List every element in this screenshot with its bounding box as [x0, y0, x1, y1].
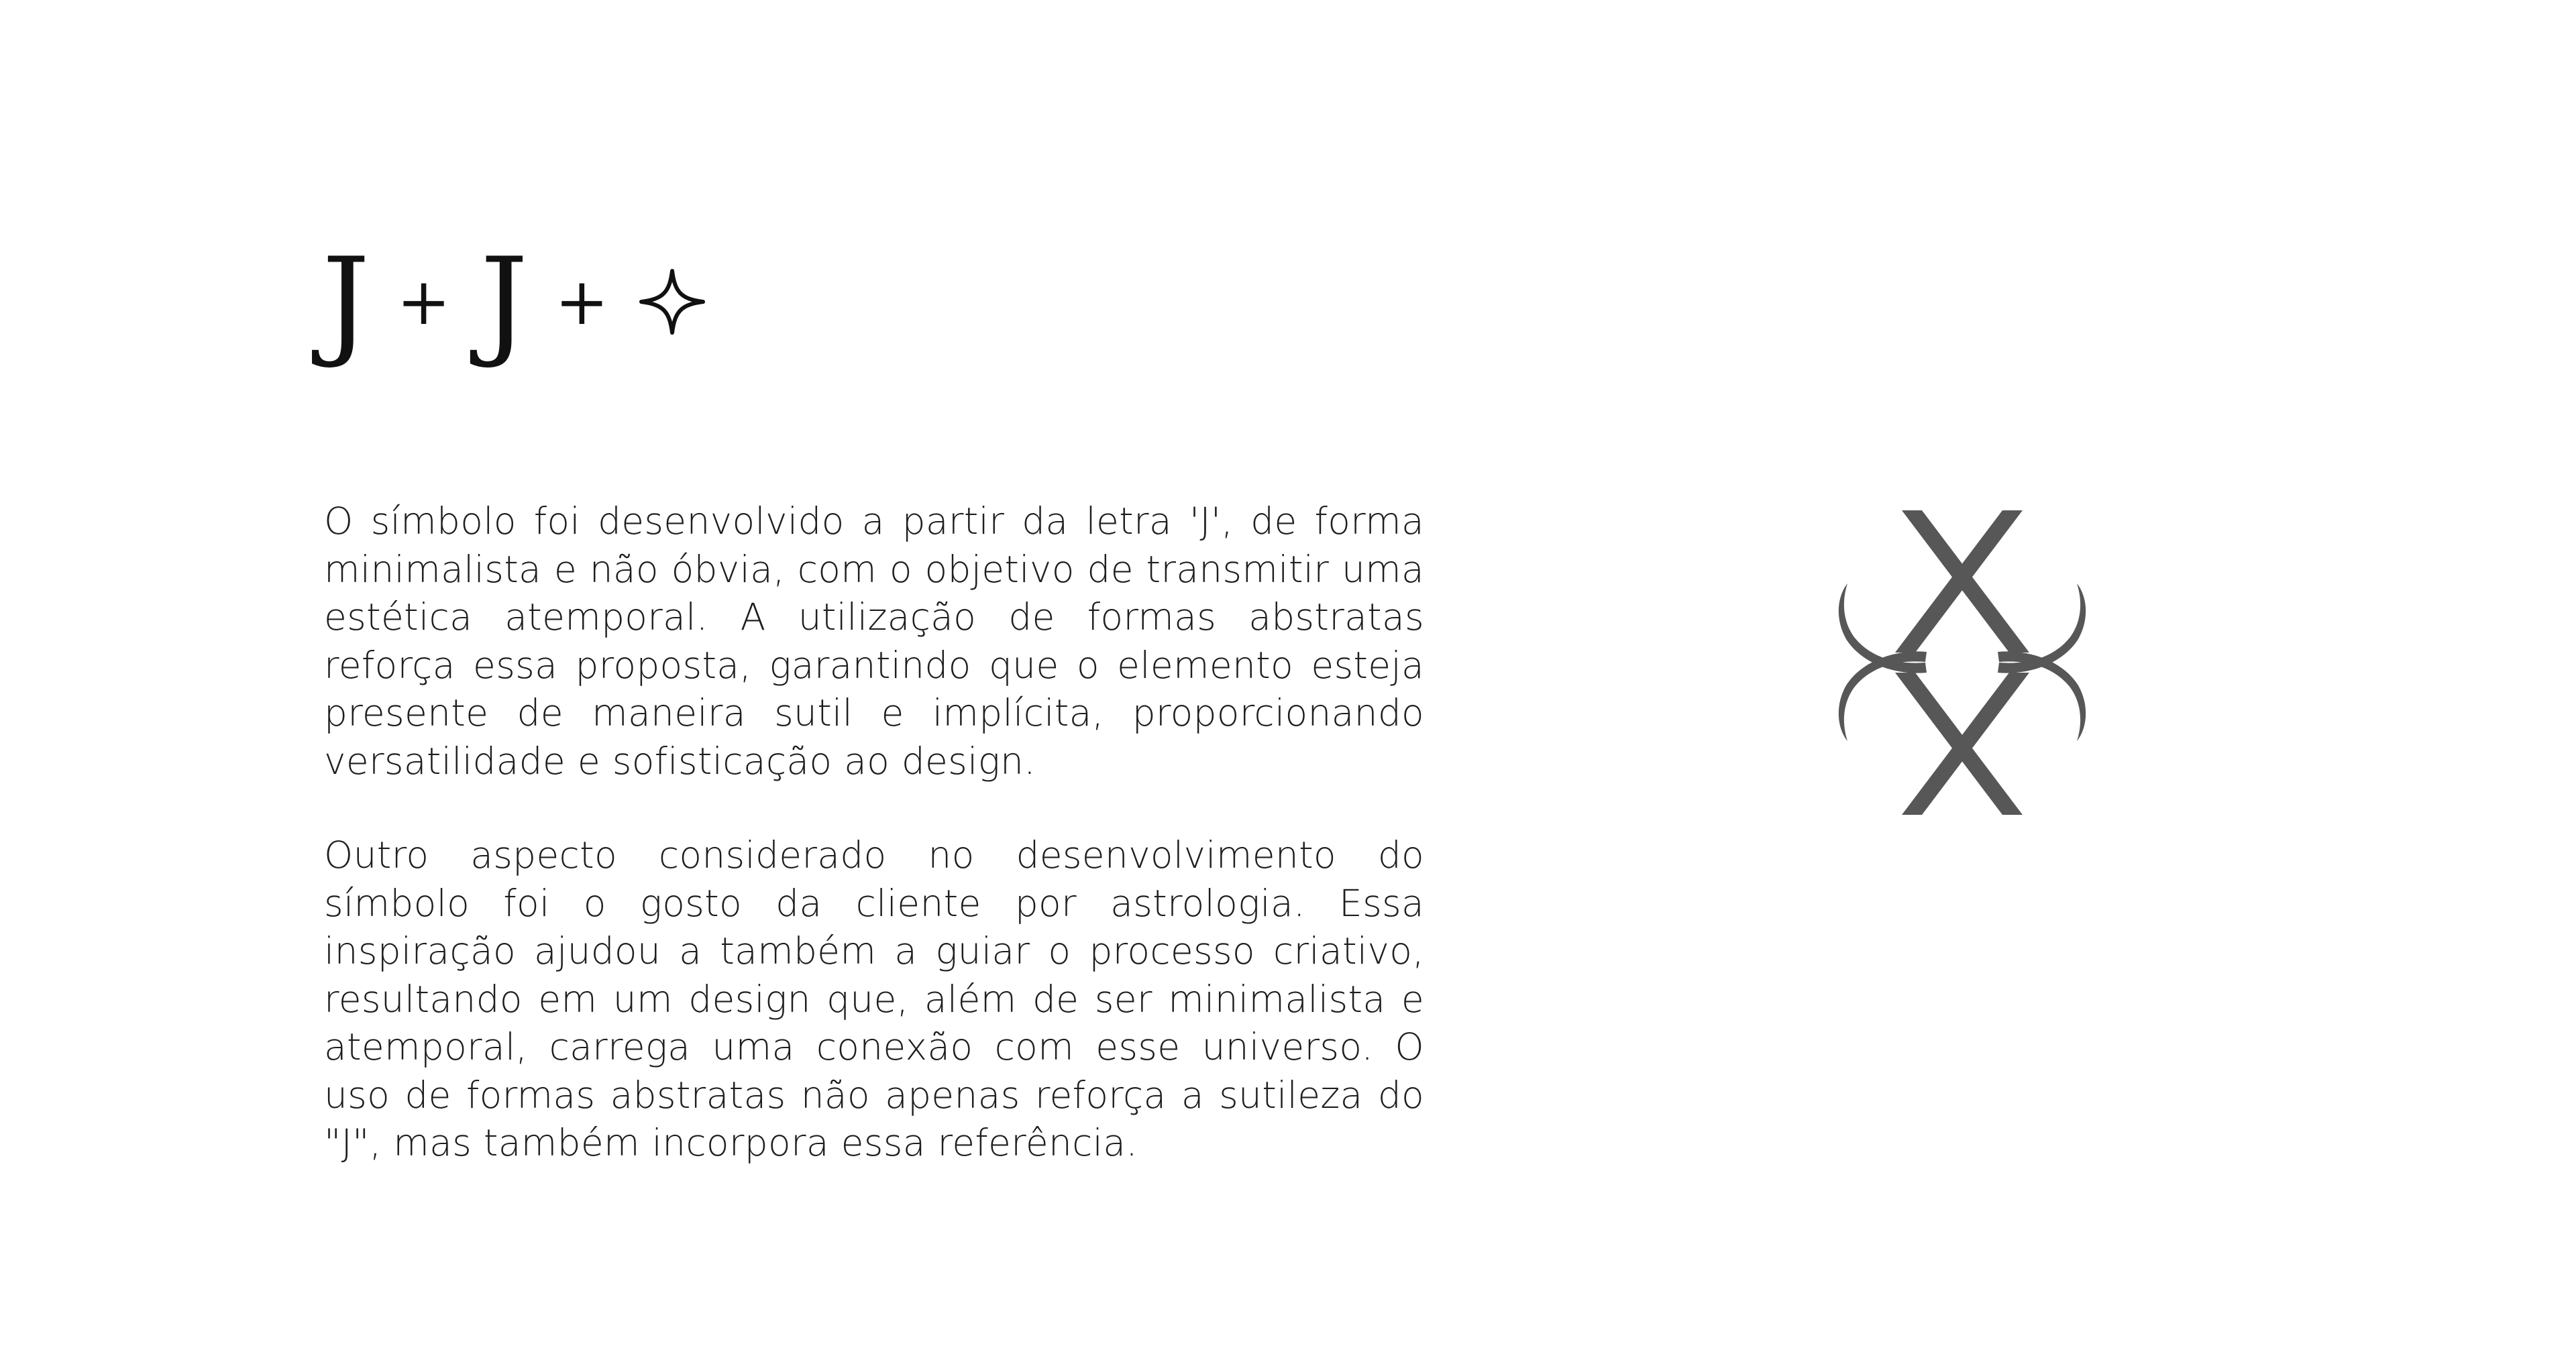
plus-sign-first: +: [396, 264, 451, 339]
letter-j-first: J: [322, 232, 370, 371]
paragraph-astrology-inspiration: Outro aspecto considerado no desenvolvimento do símbolo foi o gosto da cliente por astrologia. Essa inspiração ajudou a também a guiar o processo criativo, resultando em um design que, além de ser minimalista e atemporal, carrega uma conexão com esse universo. O uso de formas abstratas não apenas reforça a sutileza do "J", mas também incorpora essa referência.: [324, 834, 1424, 1164]
letter-j-second: J: [480, 232, 529, 371]
paragraph-symbol-origin: O símbolo foi desenvolvido a partir da letra 'J', de forma minimalista e não óbvia, com o objetivo de transmitir uma estética atemporal. A utilização de formas abstratas reforça essa proposta, garantindo que o elemento esteja presente de maneira sutil e implícita, proporcionando versatilidade e sofisticação ao design.: [324, 500, 1424, 783]
abstract-j-monogram-icon: [1838, 506, 2086, 818]
description-text: [324, 498, 1424, 1214]
plus-sign-second: +: [555, 264, 609, 339]
symbol-formula: [322, 232, 706, 371]
four-point-star-icon: [639, 268, 706, 335]
